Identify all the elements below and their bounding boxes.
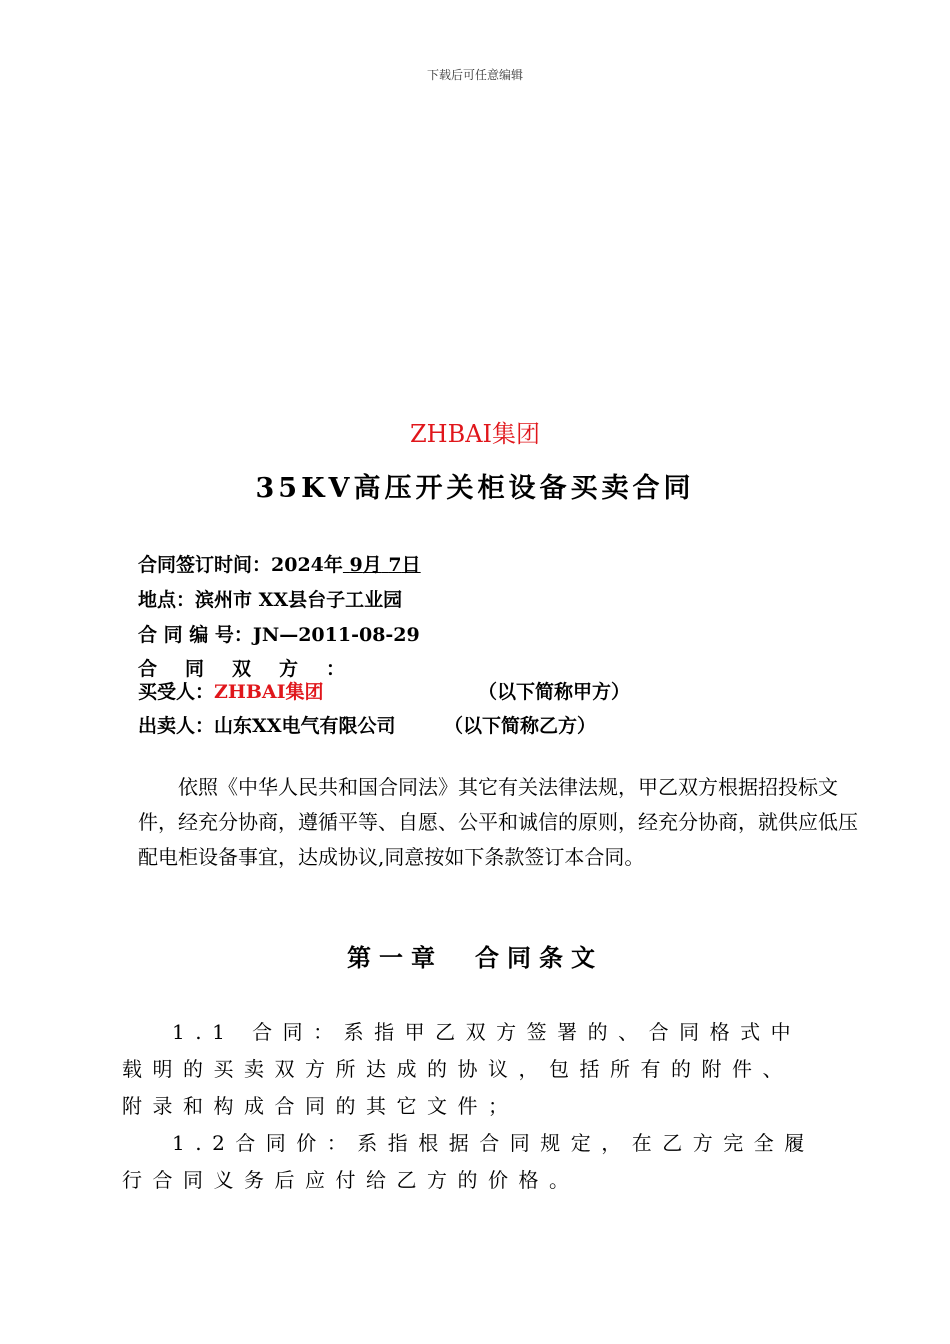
buyer-name: ZHBAI集团 — [214, 681, 324, 703]
signing-month-unit: 月 — [362, 554, 382, 576]
clause-1-2-line-2: 行合同义务后应付给乙方的价格。 — [122, 1168, 580, 1192]
buyer-line — [138, 677, 324, 704]
clause-1-1-line-1: 1.1 合同：系指甲乙双方签署的、合同格式中 — [172, 1020, 802, 1044]
signing-month: 9 — [349, 554, 363, 576]
parties-label: 合同双方： — [138, 658, 374, 680]
chapter-title: 第一章 合同条文 — [347, 943, 603, 972]
clause-1-1-line-3: 附录和构成合同的其它文件； — [122, 1094, 519, 1118]
header-note: 下载后可任意编辑 — [426, 68, 523, 82]
signing-day: 7 — [388, 554, 402, 576]
intro-paragraph: 依照《中华人民共和国合同法》其它有关法律法规，甲乙双方根据招投标文件，经充分协商，遵循平等、自愿、公平和诚信的原则，经充分协商，就供应低压配电柜设备事宜，达成协议,同意按如下条款签订本合同。 — [138, 775, 858, 869]
signing-year-unit: 年 — [323, 554, 343, 576]
signing-time-label: 合同签订时间： — [138, 554, 272, 576]
buyer-note: （以下简称甲方） — [478, 681, 631, 703]
signing-day-unit: 日 — [401, 554, 421, 576]
contract-number-label: 合 同 编 号： — [138, 624, 253, 646]
seller-label: 出卖人： — [138, 715, 215, 737]
buyer-label: 买受人： — [138, 681, 215, 703]
contract-title: 35KV高压开关柜设备买卖合同 — [255, 473, 695, 504]
seller-note: （以下简称乙方） — [444, 715, 597, 737]
contract-number-line — [138, 620, 420, 647]
clause-1-2-line-1: 1.2合同价：系指根据合同规定，在乙方完全履 — [172, 1131, 815, 1155]
signing-time-line — [138, 550, 421, 577]
contract-number-value: JN—2011-08-29 — [252, 624, 420, 646]
location-value: 滨州市 XX县台子工业园 — [195, 589, 403, 611]
signing-year: 2024 — [271, 554, 324, 576]
location-line — [138, 585, 402, 612]
location-label: 地点： — [138, 589, 196, 611]
seller-name: 山东XX电气有限公司 — [214, 715, 396, 737]
seller-line — [138, 711, 396, 738]
clause-1-1-line-2: 载明的买卖双方所达成的协议，包括所有的附件、 — [122, 1057, 793, 1081]
company-name: ZHBAI集团 — [409, 420, 541, 448]
